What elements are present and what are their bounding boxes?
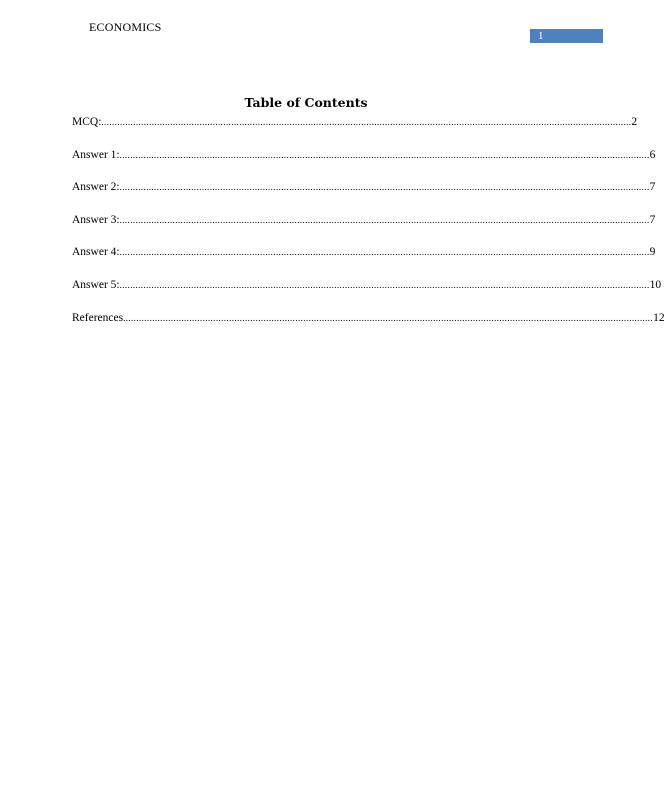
toc-heading: Table of Contents [244,95,368,110]
toc-dot-leader: ........................................................................................................................................................................................................ [123,312,654,323]
toc-entry-mcq[interactable] [72,115,638,130]
toc-entry-page: 9 [649,246,656,259]
toc-entry-answer-1[interactable] [72,148,656,163]
toc-entry-answer-4[interactable] [72,245,656,260]
toc-dot-leader: ........................................................................................................................................................................................................ [119,182,650,193]
toc-dot-leader: ........................................................................................................................................................................................................ [119,214,650,225]
toc-entry-label: Answer 5: [72,278,120,291]
running-header-title: ECONOMICS [89,20,162,34]
toc-entry-page: 6 [649,148,656,161]
toc-entry-page: 7 [649,181,656,194]
toc-dot-leader: ........................................................................................................................................................................................................ [101,117,632,127]
toc-dot-leader: ........................................................................................................................................................................................................ [119,149,650,160]
toc-dot-leader: ........................................................................................................................................................................................................ [119,247,650,258]
toc-entry-references[interactable] [72,311,665,326]
page-number-badge: 1 [530,29,603,43]
toc-entry-answer-3[interactable] [72,213,656,228]
toc-entry-answer-2[interactable] [72,180,656,195]
toc-list [72,115,665,343]
toc-entry-page: 2 [631,116,638,128]
toc-entry-page: 10 [649,278,662,291]
toc-entry-label: Answer 2: [72,181,120,194]
toc-entry-label: Answer 4: [72,246,120,259]
toc-entry-label: Answer 3: [72,213,120,226]
toc-entry-label: References [72,311,124,324]
toc-dot-leader: ........................................................................................................................................................................................................ [119,279,650,290]
toc-entry-answer-5[interactable] [72,278,662,293]
toc-entry-label: Answer 1: [72,148,120,161]
toc-entry-page: 7 [649,213,656,226]
toc-entry-label: MCQ: [72,116,102,128]
toc-entry-page: 12 [653,311,665,324]
